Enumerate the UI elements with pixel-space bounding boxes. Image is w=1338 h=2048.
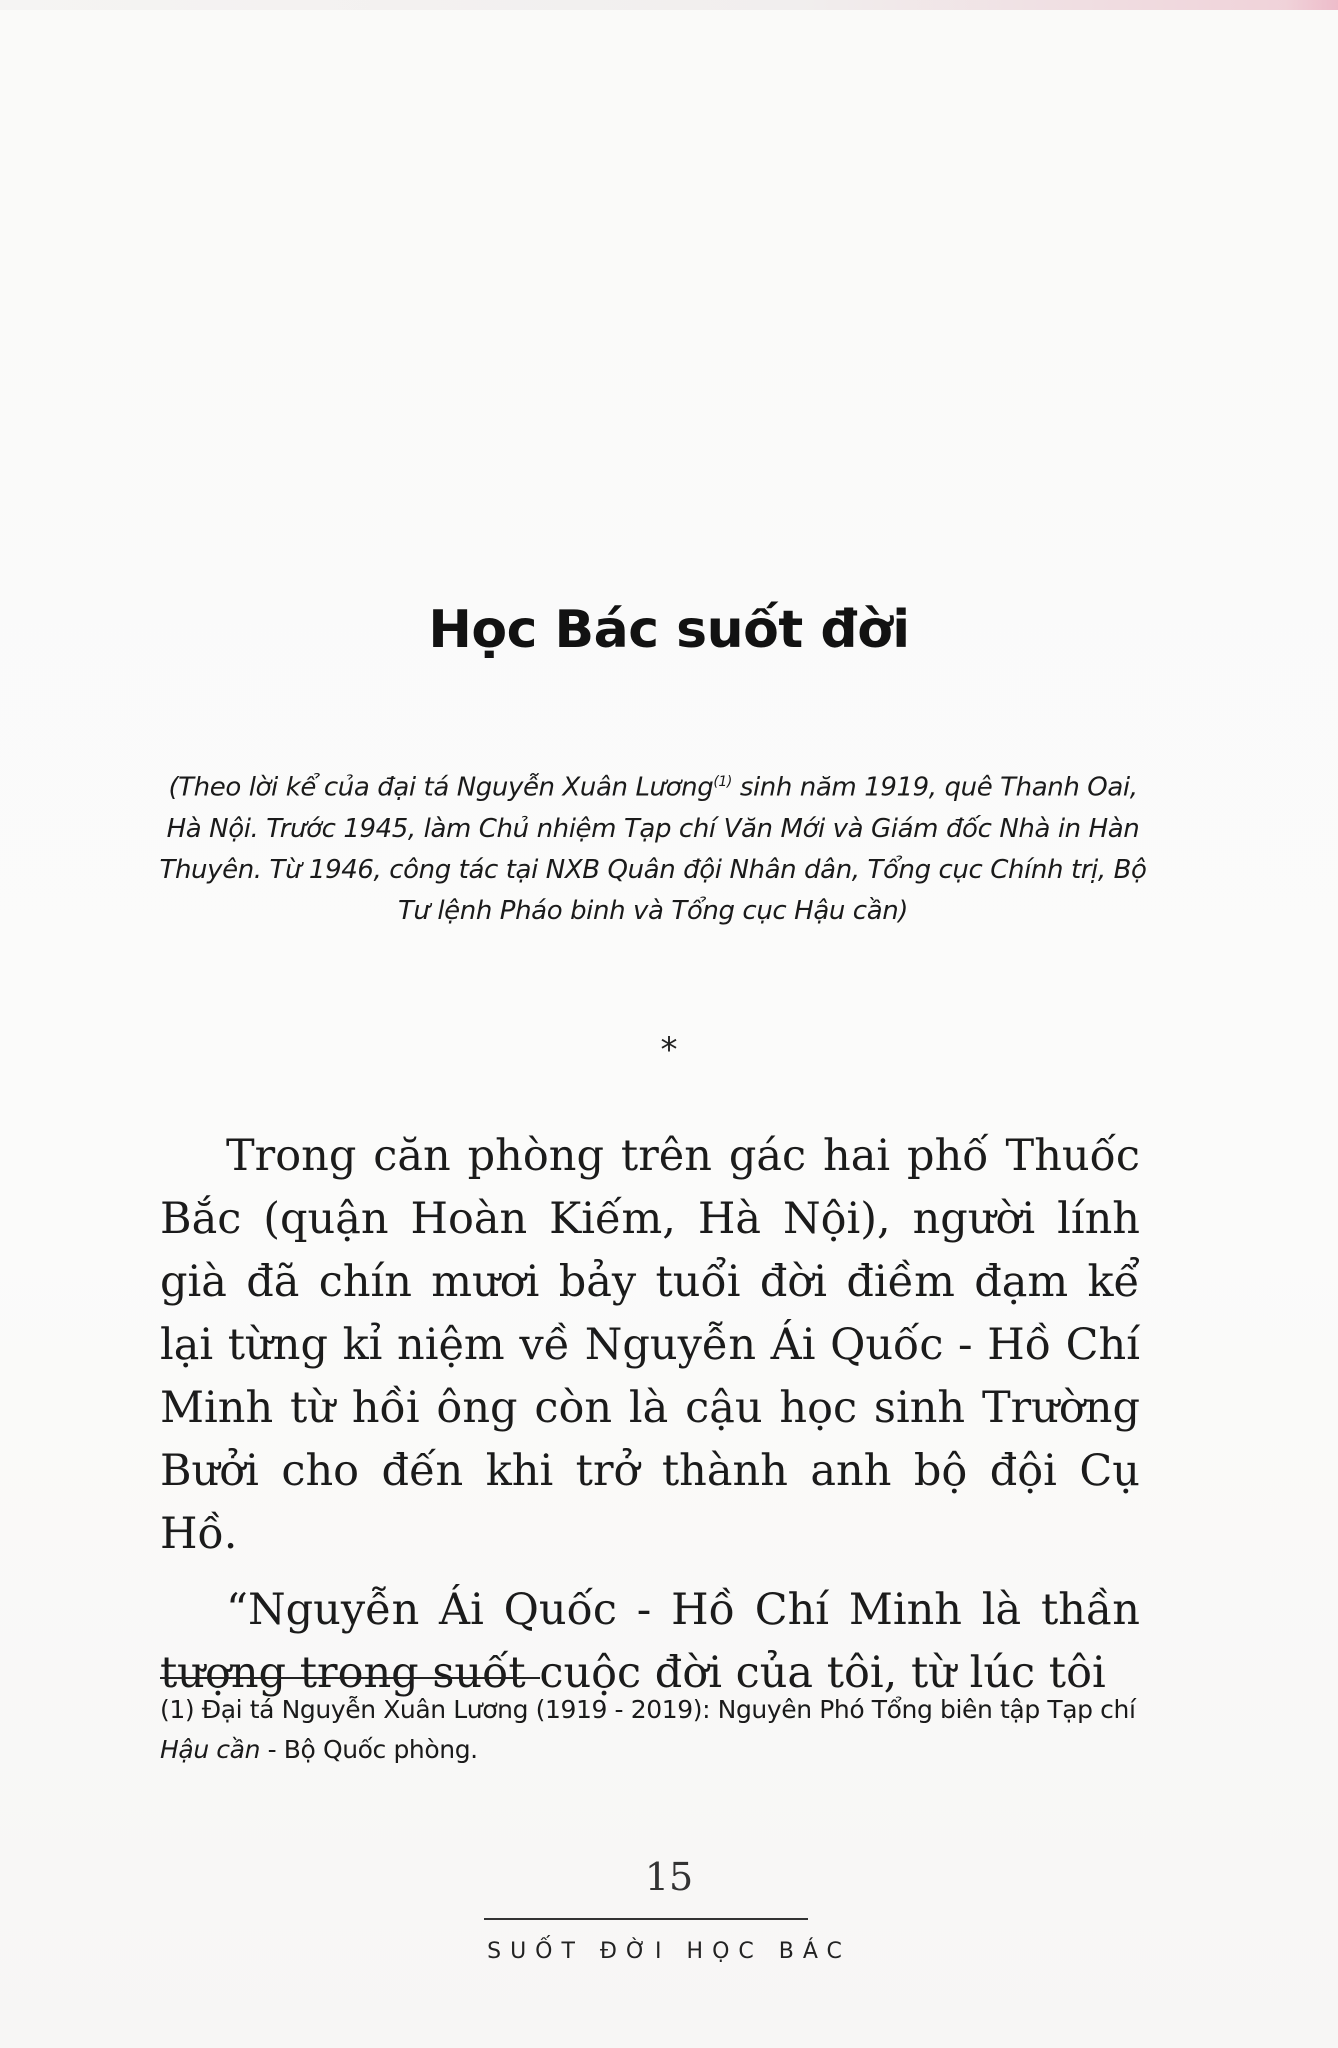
- paragraph-2: “Nguyễn Ái Quốc - Hồ Chí Minh là thần tượng trong suốt cuộc đời của tôi, từ lúc tôi: [160, 1585, 1140, 1698]
- chapter-title: Học Bác suốt đời: [428, 600, 910, 660]
- footer-divider: [484, 1918, 808, 1920]
- intro-text-start: (Theo lời kể của đại tá Nguyễn Xuân Lương: [168, 772, 714, 803]
- running-footer-book-title: SUỐT ĐỜI HỌC BÁC: [487, 1939, 851, 1964]
- footnote-italic-term: Hậu cần: [160, 1735, 261, 1764]
- section-separator: *: [660, 1030, 678, 1070]
- page-top-edge: [0, 0, 1338, 10]
- body-text: [160, 1125, 1140, 1718]
- footnote-text-end: - Bộ Quốc phòng.: [260, 1735, 478, 1764]
- footnote: [160, 1690, 1138, 1770]
- footnote-text-start: (1) Đại tá Nguyễn Xuân Lương (1919 - 2019): Nguyên Phó Tổng biên tập Tạp chí: [160, 1695, 1136, 1724]
- intro-text-rest: sinh năm 1919, quê Thanh Oai, Hà Nội. Trước 1945, làm Chủ nhiệm Tạp chí Văn Mới và Giám đốc Nhà in Hàn Thuyên. Từ 1946, công tác tại NXB Quân đội Nhân dân, Tổng cục Chính trị, Bộ Tư lệnh Pháo binh và Tổng cục Hậu cần): [159, 772, 1147, 926]
- footnote-divider: [160, 1677, 540, 1679]
- page-number: 15: [644, 1855, 694, 1899]
- paragraph-1: Trong căn phòng trên gác hai phố Thuốc Bắc (quận Hoàn Kiếm, Hà Nội), người lính già đã chín mươi bảy tuổi đời điềm đạm kể lại từng kỉ niệm về Nguyễn Ái Quốc - Hồ Chí Minh từ hồi ông còn là cậu học sinh Trường Bưởi cho đến khi trở thành anh bộ đội Cụ Hồ.: [160, 1131, 1140, 1559]
- chapter-intro-note: [158, 762, 1148, 932]
- footnote-reference: (1): [713, 774, 732, 790]
